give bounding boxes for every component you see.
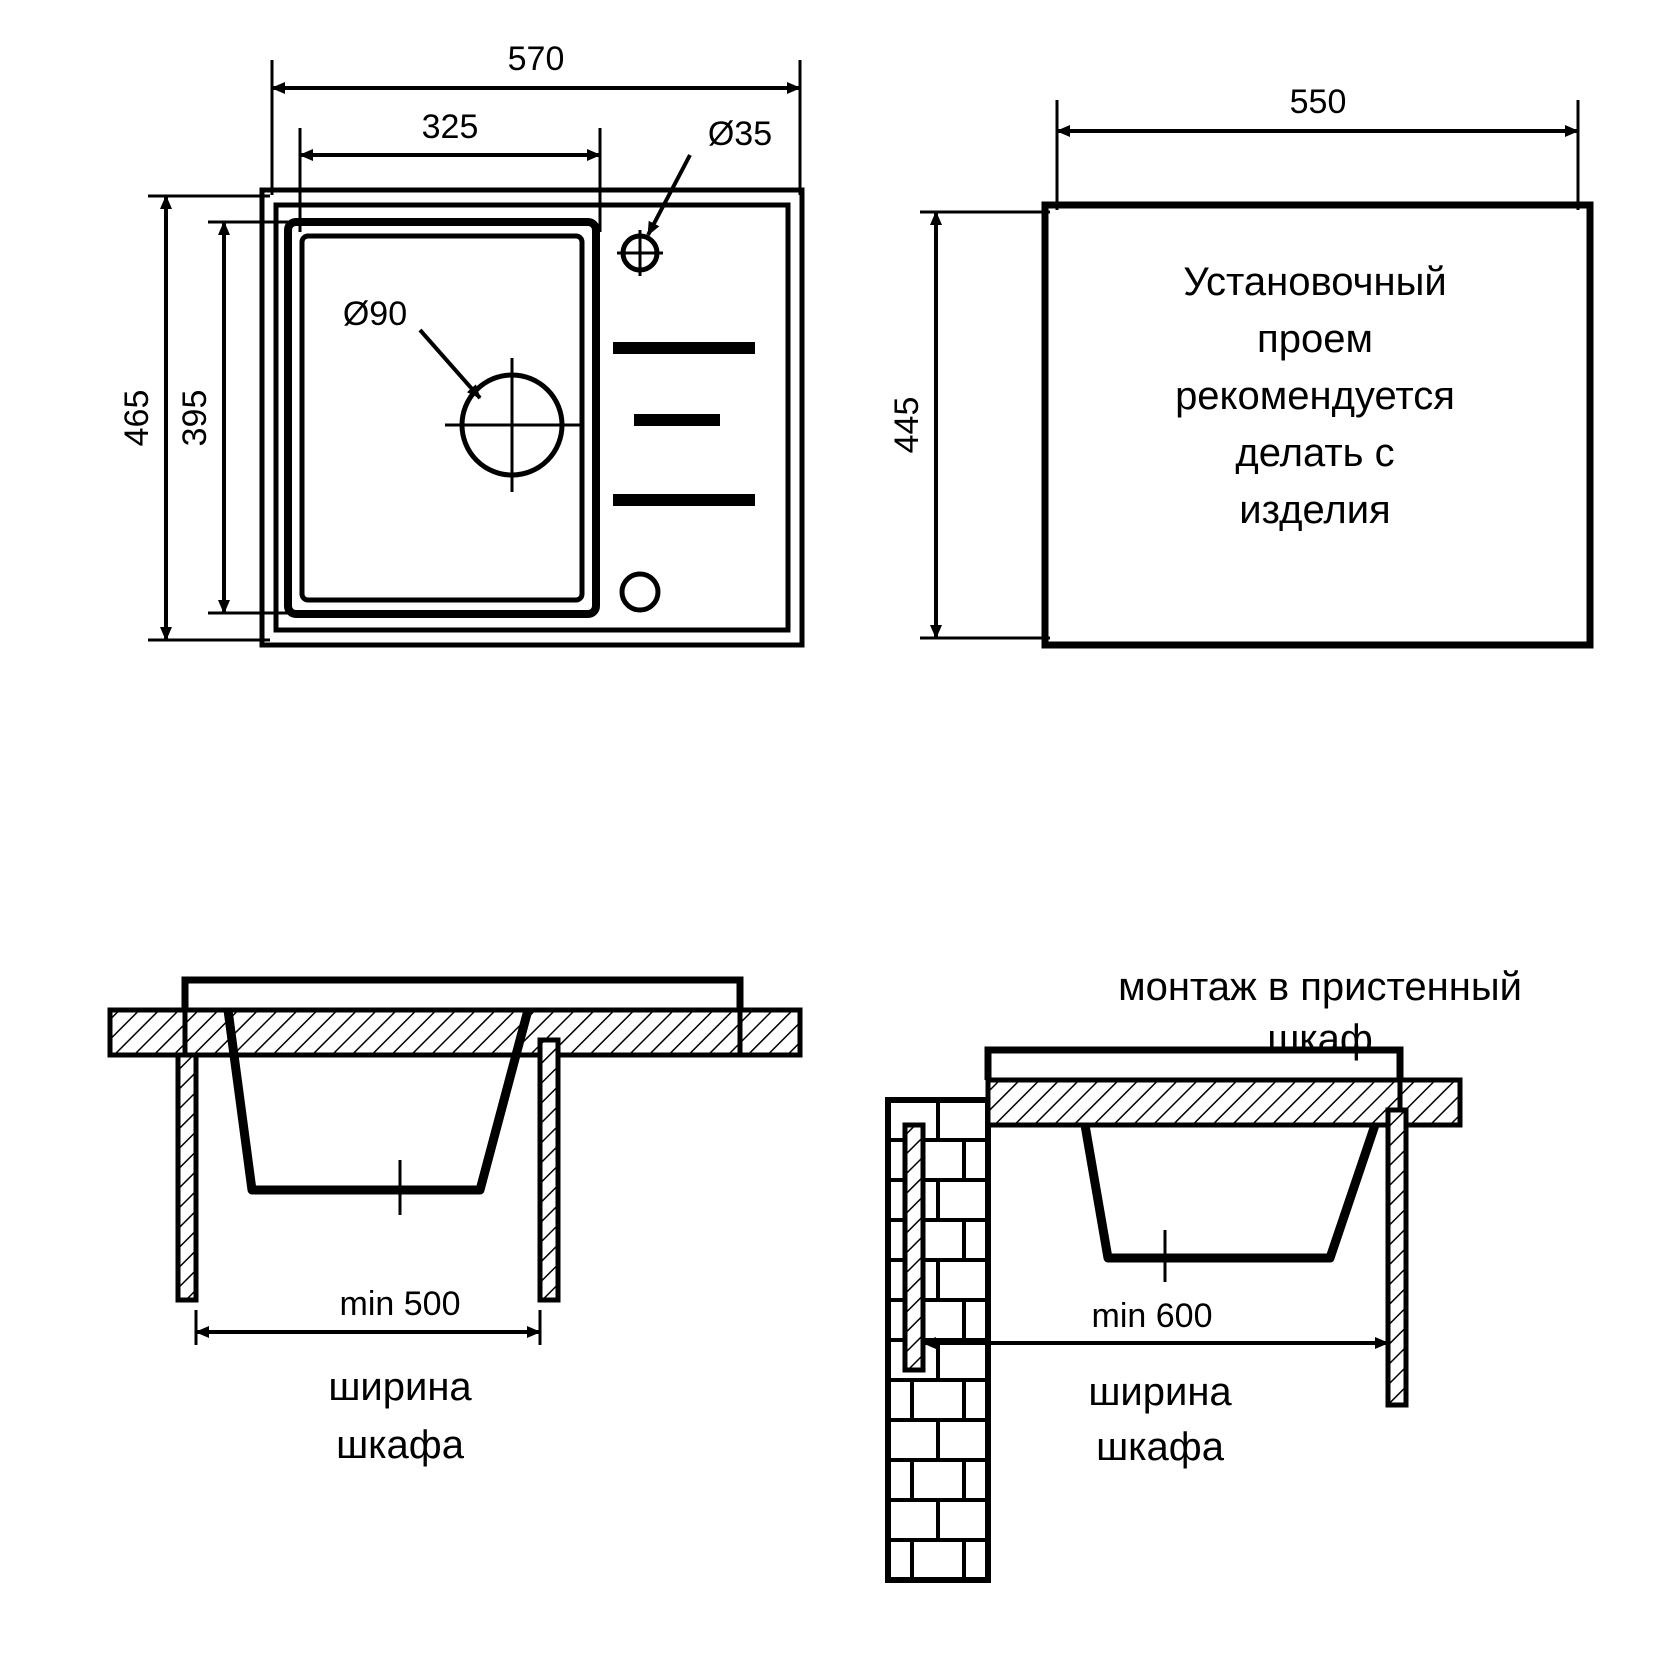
- countertop-slab-left: [185, 1010, 740, 1055]
- cutout-note-line-4: делать с: [1235, 431, 1395, 475]
- label-bowl-width: 325: [421, 108, 479, 146]
- label-min-600: min 600: [1091, 1297, 1213, 1335]
- cabinet-wall-right-2: [1388, 1110, 1406, 1405]
- top-view-sink: [118, 40, 802, 645]
- section-view-right: [888, 965, 1522, 1580]
- label-bowl-depth: 395: [176, 389, 214, 447]
- caption-left-line-2: шкафа: [336, 1423, 464, 1467]
- bowl-section-right: [1085, 1125, 1375, 1258]
- label-tap-diameter: Ø35: [707, 115, 773, 153]
- drain-leader: [420, 330, 480, 398]
- label-cutout-width: 550: [1289, 83, 1347, 121]
- cutout-view: [888, 83, 1590, 645]
- cutout-note-line-5: изделия: [1239, 488, 1391, 532]
- label-min-500: min 500: [339, 1285, 461, 1323]
- section-right-title-line-2: шкаф: [1267, 1017, 1373, 1061]
- label-overall-depth: 465: [118, 389, 156, 447]
- tap-leader: [648, 155, 690, 235]
- bowl-outline: [288, 222, 596, 614]
- section-view-left: [110, 980, 800, 1467]
- cutout-note-line-2: проем: [1257, 317, 1373, 361]
- caption-right-line-1: ширина: [1088, 1370, 1232, 1414]
- cutout-note-line-3: рекомендуется: [1175, 374, 1455, 418]
- cabinet-wall-left-1: [178, 1055, 196, 1300]
- countertop-slab-right: [988, 1080, 1400, 1125]
- countertop-left-piece: [110, 1010, 185, 1055]
- countertop-right-piece-left: [740, 1010, 800, 1055]
- cabinet-wall-right-1: [905, 1125, 923, 1370]
- caption-left-line-1: ширина: [328, 1365, 472, 1409]
- countertop-right-piece-right: [1400, 1080, 1460, 1125]
- cabinet-wall-left-2: [540, 1040, 558, 1300]
- overflow-hole: [622, 574, 658, 610]
- sink-rim-profile-left: [185, 980, 740, 1010]
- label-cutout-depth: 445: [888, 396, 926, 454]
- sink-outer-outline: [262, 190, 802, 645]
- label-drain-diameter: Ø90: [342, 295, 408, 333]
- bowl-inner-outline: [302, 236, 582, 600]
- section-right-title-line-1: монтаж в пристенный: [1118, 965, 1522, 1009]
- caption-right-line-2: шкафа: [1096, 1425, 1224, 1469]
- label-overall-width: 570: [507, 40, 565, 78]
- cutout-note-line-1: Установочный: [1183, 260, 1447, 304]
